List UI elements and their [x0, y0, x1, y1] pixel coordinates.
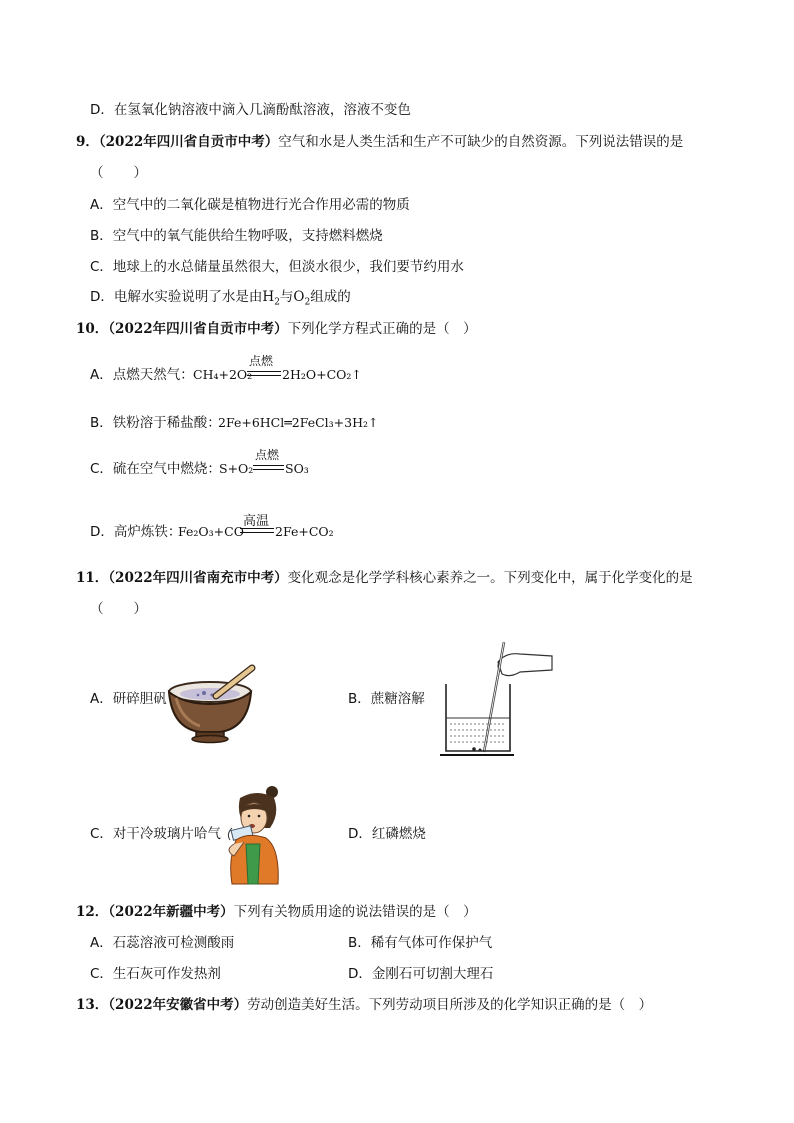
q12-source: （2022年新疆中考）	[108, 904, 234, 920]
q10-option-b-label: B．铁粉溶于稀盐酸：	[90, 415, 221, 431]
q10-d-equals-bar	[240, 528, 274, 533]
q9-d-h: $H_2$	[262, 289, 280, 308]
q10-d-left: Fe₂O₃+CO	[178, 524, 244, 539]
q10-a-left: CH₄+2O₂	[193, 367, 253, 382]
q13-text: 劳动创造美好生活。下列劳动项目所涉及的化学知识正确的是（ ）	[247, 997, 653, 1013]
q12-option-a: A．石蕊溶液可检测酸雨	[90, 935, 235, 951]
q11-answer-paren: （ ）	[90, 601, 148, 617]
q13-source: （2022年安徽省中考）	[108, 997, 248, 1013]
q10-a-condition: 点燃	[249, 354, 274, 368]
q11-option-c: C．对干冷玻璃片哈气	[90, 826, 221, 842]
q12-option-d: D．金刚石可切割大理石	[348, 966, 494, 982]
beaker-stirring-image	[440, 638, 554, 758]
q10-a-equals-bar	[247, 371, 281, 376]
q11-number: 11．	[76, 570, 109, 586]
q9-d-mid: 与	[279, 289, 294, 305]
q12-option-c: C．生石灰可作发热剂	[90, 966, 221, 982]
q10-stem	[76, 320, 477, 338]
q11-stem	[76, 569, 693, 587]
q13-number: 13．	[76, 997, 109, 1013]
q12-stem	[76, 903, 477, 921]
q13-stem	[76, 996, 652, 1014]
q10-option-a-label: A．点燃天然气：	[90, 367, 194, 383]
q10-source: （2022年四川省自贡市中考）	[108, 321, 288, 337]
q10-c-condition: 点燃	[255, 448, 280, 462]
q10-d-condition: 高温	[243, 514, 270, 529]
q11-option-d: D．红磷燃烧	[348, 826, 426, 842]
q8-option-d: D．在氢氧化钠溶液中滴入几滴酚酞溶液，溶液不变色	[90, 102, 411, 118]
q10-c-right: SO₃	[285, 461, 309, 476]
q9-d-o: $O_2$	[293, 289, 311, 308]
q9-option-c: C．地球上的水总储量虽然很大，但淡水很少，我们要节约用水	[90, 259, 464, 275]
q9-number: 9．	[76, 134, 99, 150]
q10-b-equation: 2Fe+6HCl═2FeCl₃+3H₂↑	[218, 415, 379, 430]
q9-d-pre: D．电解水实验说明了水是由	[90, 289, 263, 305]
q10-c-left: S+O₂	[219, 461, 254, 476]
q9-source: （2022年四川省自贡市中考）	[98, 134, 279, 150]
q12-number: 12．	[76, 904, 109, 920]
q9-option-b: B．空气中的氧气能供给生物呼吸，支持燃料燃烧	[90, 228, 383, 244]
q10-c-equals-bar	[253, 465, 284, 470]
q11-source: （2022年四川省南充市中考）	[108, 570, 288, 586]
q11-option-b: B．蔗糖溶解	[348, 691, 425, 707]
q11-option-a: A．研碎胆矾	[90, 691, 167, 707]
q12-text: 下列有关物质用途的说法错误的是（ ）	[233, 904, 477, 920]
q10-number: 10．	[76, 321, 109, 337]
q9-option-a: A．空气中的二氧化碳是植物进行光合作用必需的物质	[90, 197, 410, 213]
q10-option-d-label: D．高炉炼铁：	[90, 524, 182, 540]
q12-option-b: B．稀有气体可作保护气	[348, 935, 493, 951]
girl-breathing-glass-image	[218, 784, 282, 886]
q9-answer-paren: （ ）	[90, 165, 148, 181]
q10-option-c-label: C．硫在空气中燃烧：	[90, 461, 221, 477]
q10-d-right: 2Fe+CO₂	[275, 524, 334, 539]
q10-a-right: 2H₂O+CO₂↑	[282, 367, 362, 382]
q9-option-d	[90, 288, 351, 312]
q9-d-post: 组成的	[310, 289, 351, 305]
q11-text: 变化观念是化学学科核心素养之一。下列变化中，属于化学变化的是	[287, 570, 693, 586]
q9-stem	[76, 133, 683, 151]
q10-text: 下列化学方程式正确的是（ ）	[287, 321, 477, 337]
q9-text: 空气和水是人类生活和生产不可缺少的自然资源。下列说法错误的是	[278, 134, 684, 150]
mortar-pestle-image	[166, 662, 258, 744]
